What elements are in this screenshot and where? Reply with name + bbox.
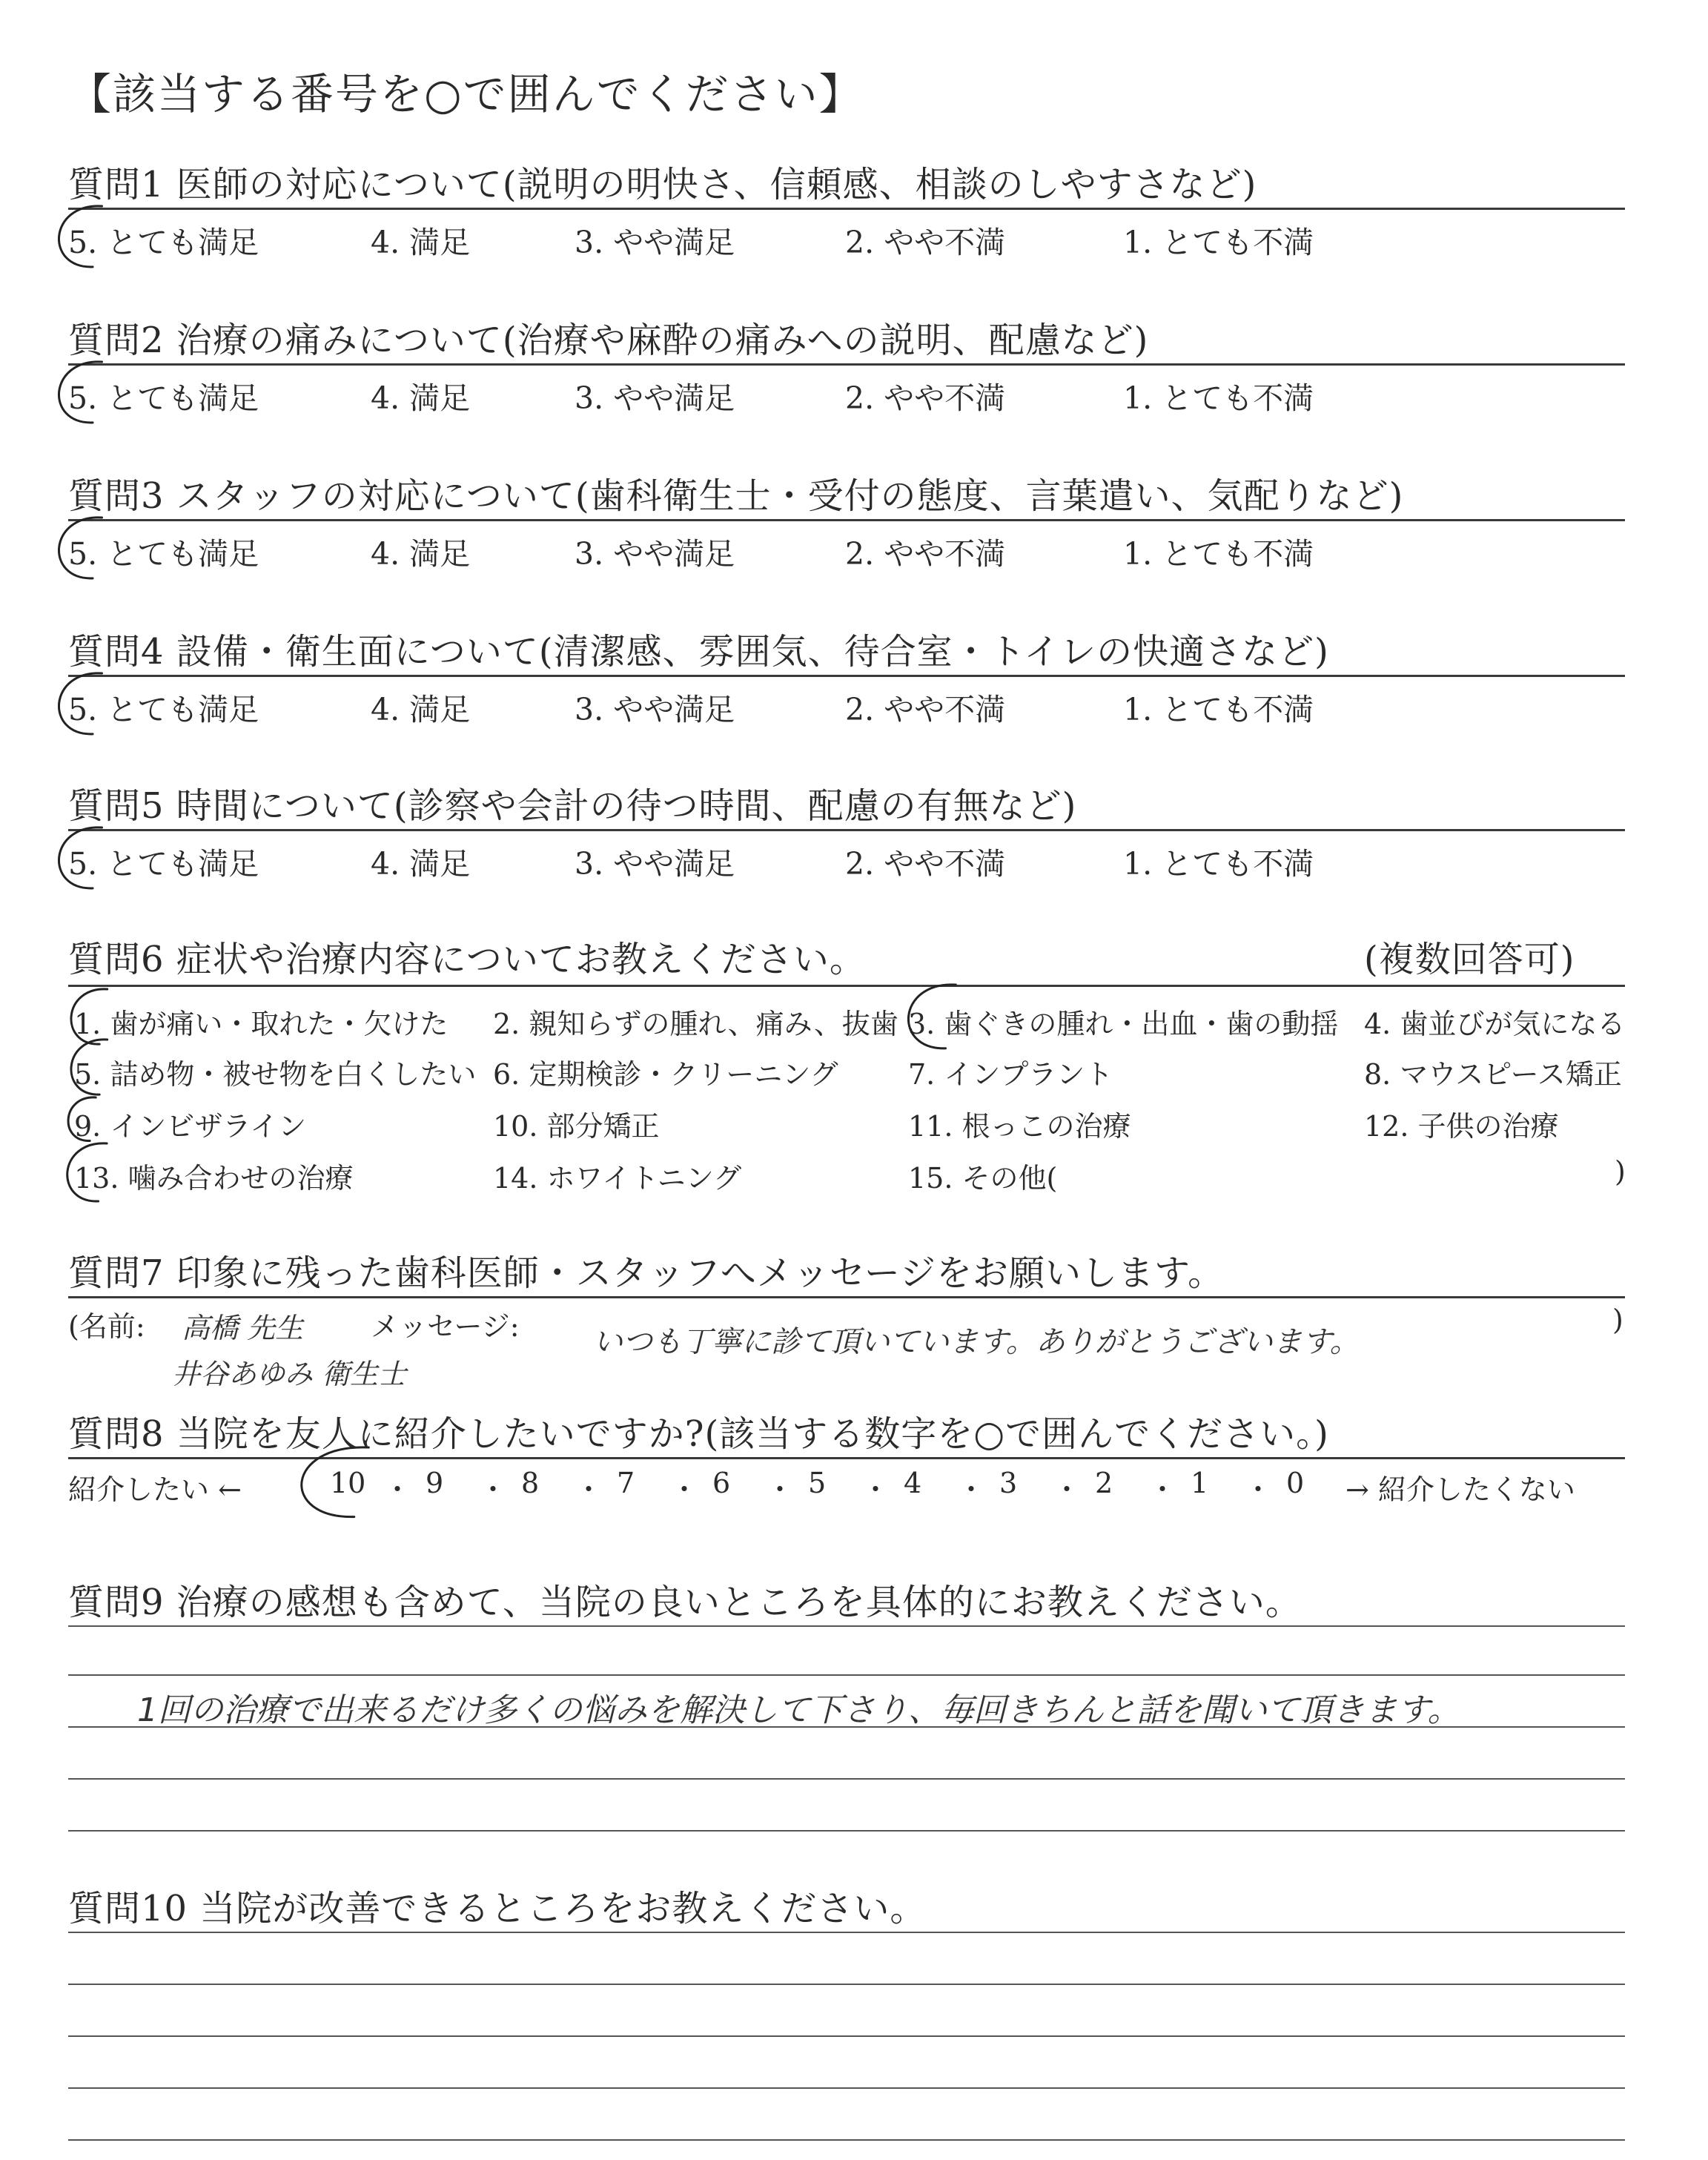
q1-option[interactable]: 2. やや不満 [845, 225, 1006, 260]
q6-option[interactable]: 7. インプラント [908, 1058, 1113, 1091]
q1-option[interactable]: 4. 満足 [371, 225, 471, 260]
q8-title: 質問8 当院を友人に紹介したいですか?(該当する数字を○で囲んでください。) [68, 1413, 1329, 1455]
q5-option[interactable]: 3. やや満足 [575, 846, 735, 882]
q6-option[interactable]: 1. 歯が痛い・取れた・欠けた [74, 1008, 448, 1040]
q2-option[interactable]: 2. やや不満 [845, 380, 1006, 416]
q8-separator: ・ [861, 1473, 890, 1506]
q8-score[interactable]: 7 [617, 1467, 635, 1499]
q5-option[interactable]: 2. やや不満 [845, 846, 1006, 882]
q8-separator: ・ [1053, 1473, 1082, 1506]
q7-message-label: メッセージ: [371, 1310, 520, 1343]
q4-rule [68, 675, 1625, 677]
q5-option[interactable]: 4. 満足 [371, 846, 471, 882]
q8-score[interactable]: 5 [808, 1467, 827, 1499]
q6-title: 質問6 症状や治療内容についてお教えください。 [68, 939, 866, 980]
q8-score[interactable]: 6 [712, 1467, 731, 1499]
q9-line-2 [68, 1674, 1625, 1676]
q1-option[interactable]: 3. やや満足 [575, 225, 735, 260]
q6-option[interactable]: 4. 歯並びが気になる [1364, 1008, 1626, 1040]
q10-title: 質問10 当院が改善できるところをお教えください。 [68, 1888, 927, 1929]
q7-name-value-1: 高橋 先生 [182, 1312, 304, 1344]
q6-option[interactable]: 11. 根っこの治療 [908, 1110, 1131, 1143]
q4-option[interactable]: 4. 満足 [371, 692, 471, 727]
q5-option[interactable]: 1. とても不満 [1123, 846, 1314, 882]
q9-line-5 [68, 1830, 1625, 1832]
q8-score[interactable]: 8 [521, 1467, 540, 1499]
q4-option[interactable]: 5. とても満足 [68, 692, 259, 727]
q8-score[interactable]: 10 [330, 1467, 366, 1499]
q8-score[interactable]: 0 [1286, 1467, 1305, 1499]
q8-separator: ・ [479, 1473, 508, 1506]
q4-option[interactable]: 3. やや満足 [575, 692, 735, 727]
q3-option[interactable]: 4. 満足 [371, 536, 471, 572]
q6-option[interactable]: 12. 子供の治療 [1364, 1110, 1559, 1143]
q2-rule [68, 363, 1625, 366]
q6-option: ) [1615, 1155, 1626, 1188]
q6-option[interactable]: 5. 詰め物・被せ物を白くしたい [74, 1058, 477, 1091]
q8-score[interactable]: 2 [1095, 1467, 1113, 1499]
q5-option[interactable]: 5. とても満足 [68, 846, 259, 882]
q8-score[interactable]: 4 [904, 1467, 922, 1499]
q4-title: 質問4 設備・衛生面について(清潔感、雰囲気、待合室・トイレの快適さなど) [68, 631, 1329, 673]
q8-score[interactable]: 1 [1191, 1467, 1209, 1499]
q3-title: 質問3 スタッフの対応について(歯科衛生士・受付の態度、言葉遣い、気配りなど) [68, 475, 1404, 517]
q7-close: ) [1612, 1304, 1623, 1336]
q7-name-value-2: 井谷あゆみ 衛生士 [172, 1358, 407, 1390]
q7-rule [68, 1296, 1625, 1298]
q10-line-4 [68, 2087, 1625, 2089]
q4-option[interactable]: 2. やや不満 [845, 692, 1006, 727]
q8-score[interactable]: 9 [426, 1467, 444, 1499]
q1-rule [68, 208, 1625, 210]
q6-option[interactable]: 8. マウスピース矯正 [1364, 1058, 1622, 1091]
q4-option[interactable]: 1. とても不満 [1123, 692, 1314, 727]
q8-left-label: 紹介したい ← [68, 1473, 242, 1506]
q3-rule [68, 519, 1625, 521]
q6-option[interactable]: 2. 親知らずの腫れ、痛み、抜歯 [493, 1008, 898, 1040]
q8-separator: ・ [670, 1473, 699, 1506]
q6-option[interactable]: 6. 定期検診・クリーニング [493, 1058, 838, 1091]
q6-option[interactable]: 9. インビザライン [74, 1110, 307, 1143]
q10-line-1 [68, 1932, 1625, 1933]
q3-option[interactable]: 5. とても満足 [68, 536, 259, 572]
page-title: 【該当する番号を○で囲んでください】 [68, 69, 864, 119]
q2-option[interactable]: 5. とても満足 [68, 380, 259, 416]
q1-title: 質問1 医師の対応について(説明の明快さ、信頼感、相談のしやすさなど) [68, 164, 1257, 205]
q9-answer: 1回の治療で出来るだけ多くの悩みを解決して下さり、毎回きちんと話を聞いて頂きます。 [137, 1691, 1460, 1729]
q6-option[interactable]: 14. ホワイトニング [493, 1162, 742, 1195]
q2-option[interactable]: 4. 満足 [371, 380, 471, 416]
q9-line-4 [68, 1778, 1625, 1780]
q8-separator: ・ [1148, 1473, 1177, 1506]
q8-right-label: → 紹介したくない [1345, 1473, 1575, 1506]
q8-separator: ・ [957, 1473, 986, 1506]
q7-message: いつも丁寧に診て頂いています。ありがとうございます。 [593, 1325, 1360, 1359]
q2-option[interactable]: 3. やや満足 [575, 380, 735, 416]
q1-option[interactable]: 1. とても不満 [1123, 225, 1314, 260]
q10-line-3 [68, 2035, 1625, 2037]
q3-option[interactable]: 3. やや満足 [575, 536, 735, 572]
q6-option[interactable]: 13. 噛み合わせの治療 [74, 1162, 354, 1195]
q10-line-2 [68, 1984, 1625, 1985]
q8-separator: ・ [766, 1473, 795, 1506]
q9-title: 質問9 治療の感想も含めて、当院の良いところを具体的にお教えください。 [68, 1582, 1302, 1623]
q7-name-label: (名前: [68, 1310, 145, 1343]
q8-separator: ・ [1244, 1473, 1273, 1506]
q3-option[interactable]: 1. とても不満 [1123, 536, 1314, 572]
q3-option[interactable]: 2. やや不満 [845, 536, 1006, 572]
q8-separator: ・ [575, 1473, 603, 1506]
q8-score[interactable]: 3 [999, 1467, 1018, 1499]
q5-rule [68, 829, 1625, 831]
q5-title: 質問5 時間について(診察や会計の待つ時間、配慮の有無など) [68, 785, 1077, 827]
q1-option[interactable]: 5. とても満足 [68, 225, 259, 260]
q8-rule [68, 1457, 1625, 1459]
q10-line-5 [68, 2139, 1625, 2141]
q6-note: (複数回答可) [1364, 939, 1575, 980]
q6-option[interactable]: 3. 歯ぐきの腫れ・出血・歯の動揺 [908, 1008, 1339, 1040]
q6-rule [68, 985, 1625, 987]
q6-option[interactable]: 15. その他( [908, 1162, 1058, 1195]
q9-line-1 [68, 1625, 1625, 1627]
q8-separator: ・ [383, 1473, 412, 1506]
q7-title: 質問7 印象に残った歯科医師・スタッフへメッセージをお願いします。 [68, 1252, 1225, 1294]
q6-option[interactable]: 10. 部分矯正 [493, 1110, 660, 1143]
q2-option[interactable]: 1. とても不満 [1123, 380, 1314, 416]
q2-title: 質問2 治療の痛みについて(治療や麻酔の痛みへの説明、配慮など) [68, 320, 1149, 361]
